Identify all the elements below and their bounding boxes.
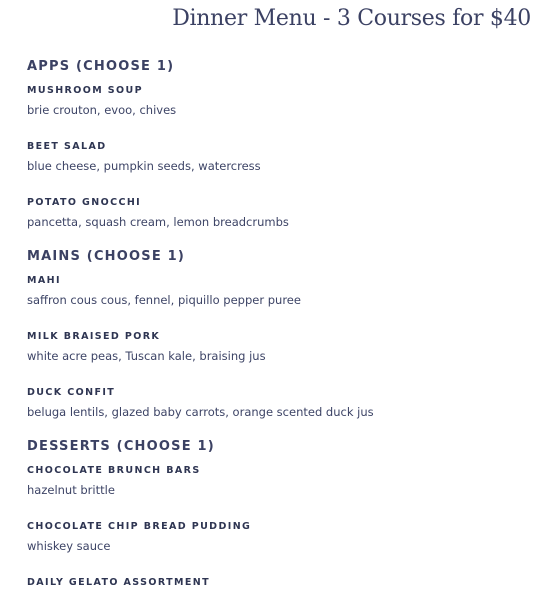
section-heading: MAINS (CHOOSE 1)	[27, 249, 186, 264]
menu-item-description: brie crouton, evoo, chives	[27, 103, 177, 117]
menu-content	[27, 58, 537, 610]
menu-item	[27, 84, 537, 118]
menu-item-description: pancetta, squash cream, lemon breadcrumbs	[27, 215, 289, 229]
menu-item-description: blue cheese, pumpkin seeds, watercress	[27, 159, 261, 173]
menu-item-description: whiskey sauce	[27, 539, 111, 553]
menu-item-description: hazelnut brittle	[27, 483, 115, 497]
section-heading: DESSERTS (CHOOSE 1)	[27, 439, 215, 454]
menu-item-name: CHOCOLATE BRUNCH BARS	[27, 465, 201, 476]
menu-item-description	[27, 594, 537, 610]
menu-item	[27, 274, 537, 308]
menu-item-name: MAHI	[27, 275, 61, 286]
menu-item	[27, 330, 537, 364]
menu-item	[27, 196, 537, 230]
menu-item-name: DUCK CONFIT	[27, 387, 116, 398]
menu-item-name: CHOCOLATE CHIP BREAD PUDDING	[27, 521, 252, 532]
menu-item-name: DAILY GELATO ASSORTMENT	[27, 577, 210, 588]
menu-item-name: MUSHROOM SOUP	[27, 85, 143, 96]
menu-section-mains	[27, 248, 537, 420]
menu-item-description: saffron cous cous, fennel, piquillo pepper puree	[27, 293, 301, 307]
menu-section-apps	[27, 58, 537, 230]
menu-item	[27, 140, 537, 174]
menu-title: Dinner Menu - 3 Courses for $40	[172, 6, 531, 31]
section-heading: APPS (CHOOSE 1)	[27, 59, 175, 74]
menu-section-desserts	[27, 438, 537, 610]
menu-item	[27, 464, 537, 498]
menu-item-name: BEET SALAD	[27, 141, 107, 152]
menu-item	[27, 386, 537, 420]
menu-item	[27, 576, 537, 610]
menu-item-description: beluga lentils, glazed baby carrots, orange scented duck jus	[27, 405, 374, 419]
menu-item-name: MILK BRAISED PORK	[27, 331, 161, 342]
menu-item-name: POTATO GNOCCHI	[27, 197, 142, 208]
menu-item	[27, 520, 537, 554]
menu-item-description: white acre peas, Tuscan kale, braising jus	[27, 349, 266, 363]
